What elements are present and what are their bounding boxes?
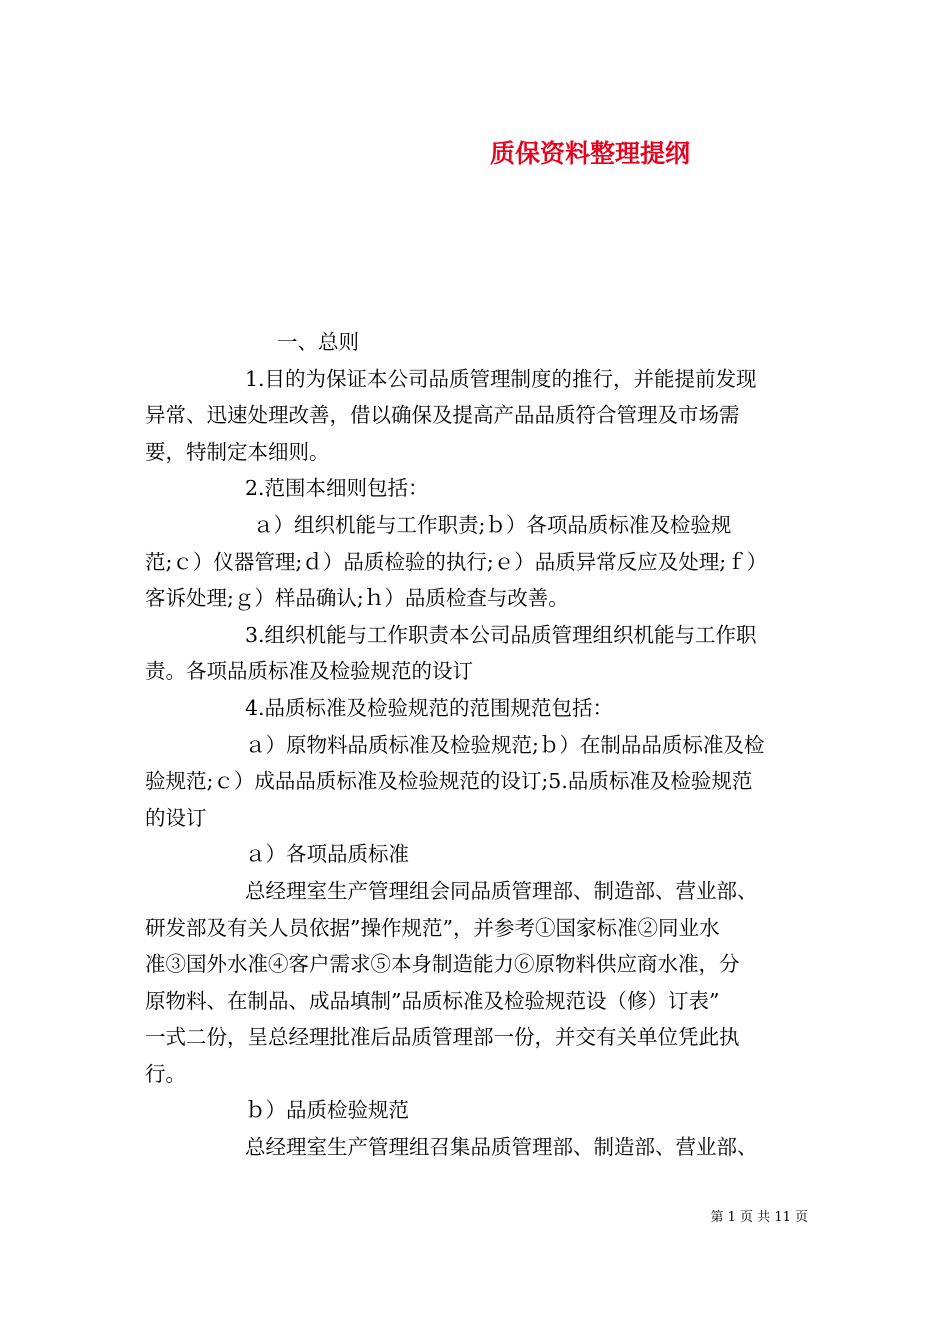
body-line: 研发部及有关人员依据”操作规范”，并参考①国家标准②同业水 xyxy=(145,915,720,940)
body-line: 一式二份，呈总经理批准后品质管理部一份，并交有关单位凭此执 xyxy=(145,1025,740,1050)
body-line: 的设订 xyxy=(145,805,207,830)
body-line: 范;ｃ）仪器管理;ｄ）品质检验的执行;ｅ）品质异常反应及处理;ｆ） xyxy=(145,549,768,574)
body-line: ｂ）品质检验规范 xyxy=(245,1098,409,1123)
body-line: ａ）原物料品质标准及检验规范;ｂ）在制品品质标准及检 xyxy=(245,732,765,757)
body-line: 异常、迅速处理改善，借以确保及提高产品品质符合管理及市场需 xyxy=(145,403,740,428)
document-body xyxy=(145,324,810,1166)
page-number-footer: 第 1 页 共 11 页 xyxy=(710,1210,808,1225)
body-line: 要，特制定本细则。 xyxy=(145,439,330,464)
body-line: ａ）各项品质标准 xyxy=(245,842,409,867)
body-line: 验规范;ｃ）成品品质标准及检验规范的设订;5.品质标准及检验规范 xyxy=(145,769,753,794)
body-line: 3.组织机能与工作职责本公司品质管理组织机能与工作职 xyxy=(245,622,757,647)
body-line: 2.范围本细则包括： xyxy=(245,476,429,501)
body-line: 4.品质标准及检验规范的范围规范包括： xyxy=(245,695,614,720)
document-title: 质保资料整理提纲 xyxy=(489,139,690,168)
body-line: 原物料、在制品、成品填制”品质标准及检验规范设（修）订表” xyxy=(145,988,720,1013)
body-line: ａ）组织机能与工作职责;ｂ）各项品质标准及检验规 xyxy=(253,512,732,537)
body-line: 1.目的为保证本公司品质管理制度的推行，并能提前发现 xyxy=(245,366,757,391)
body-line: 行。 xyxy=(145,1061,186,1086)
body-line: 一、总则 xyxy=(277,330,359,354)
body-line: 客诉处理;ｇ）样品确认;ｈ）品质检查与改善。 xyxy=(145,586,569,611)
body-line: 责。各项品质标准及检验规范的设订 xyxy=(145,659,473,684)
body-line: 总经理室生产管理组召集品质管理部、制造部、营业部、 xyxy=(245,1135,758,1160)
body-line: 总经理室生产管理组会同品质管理部、制造部、营业部、 xyxy=(245,878,758,903)
body-line: 准③国外水准④客户需求⑤本身制造能力⑥原物料供应商水准，分 xyxy=(145,952,740,977)
